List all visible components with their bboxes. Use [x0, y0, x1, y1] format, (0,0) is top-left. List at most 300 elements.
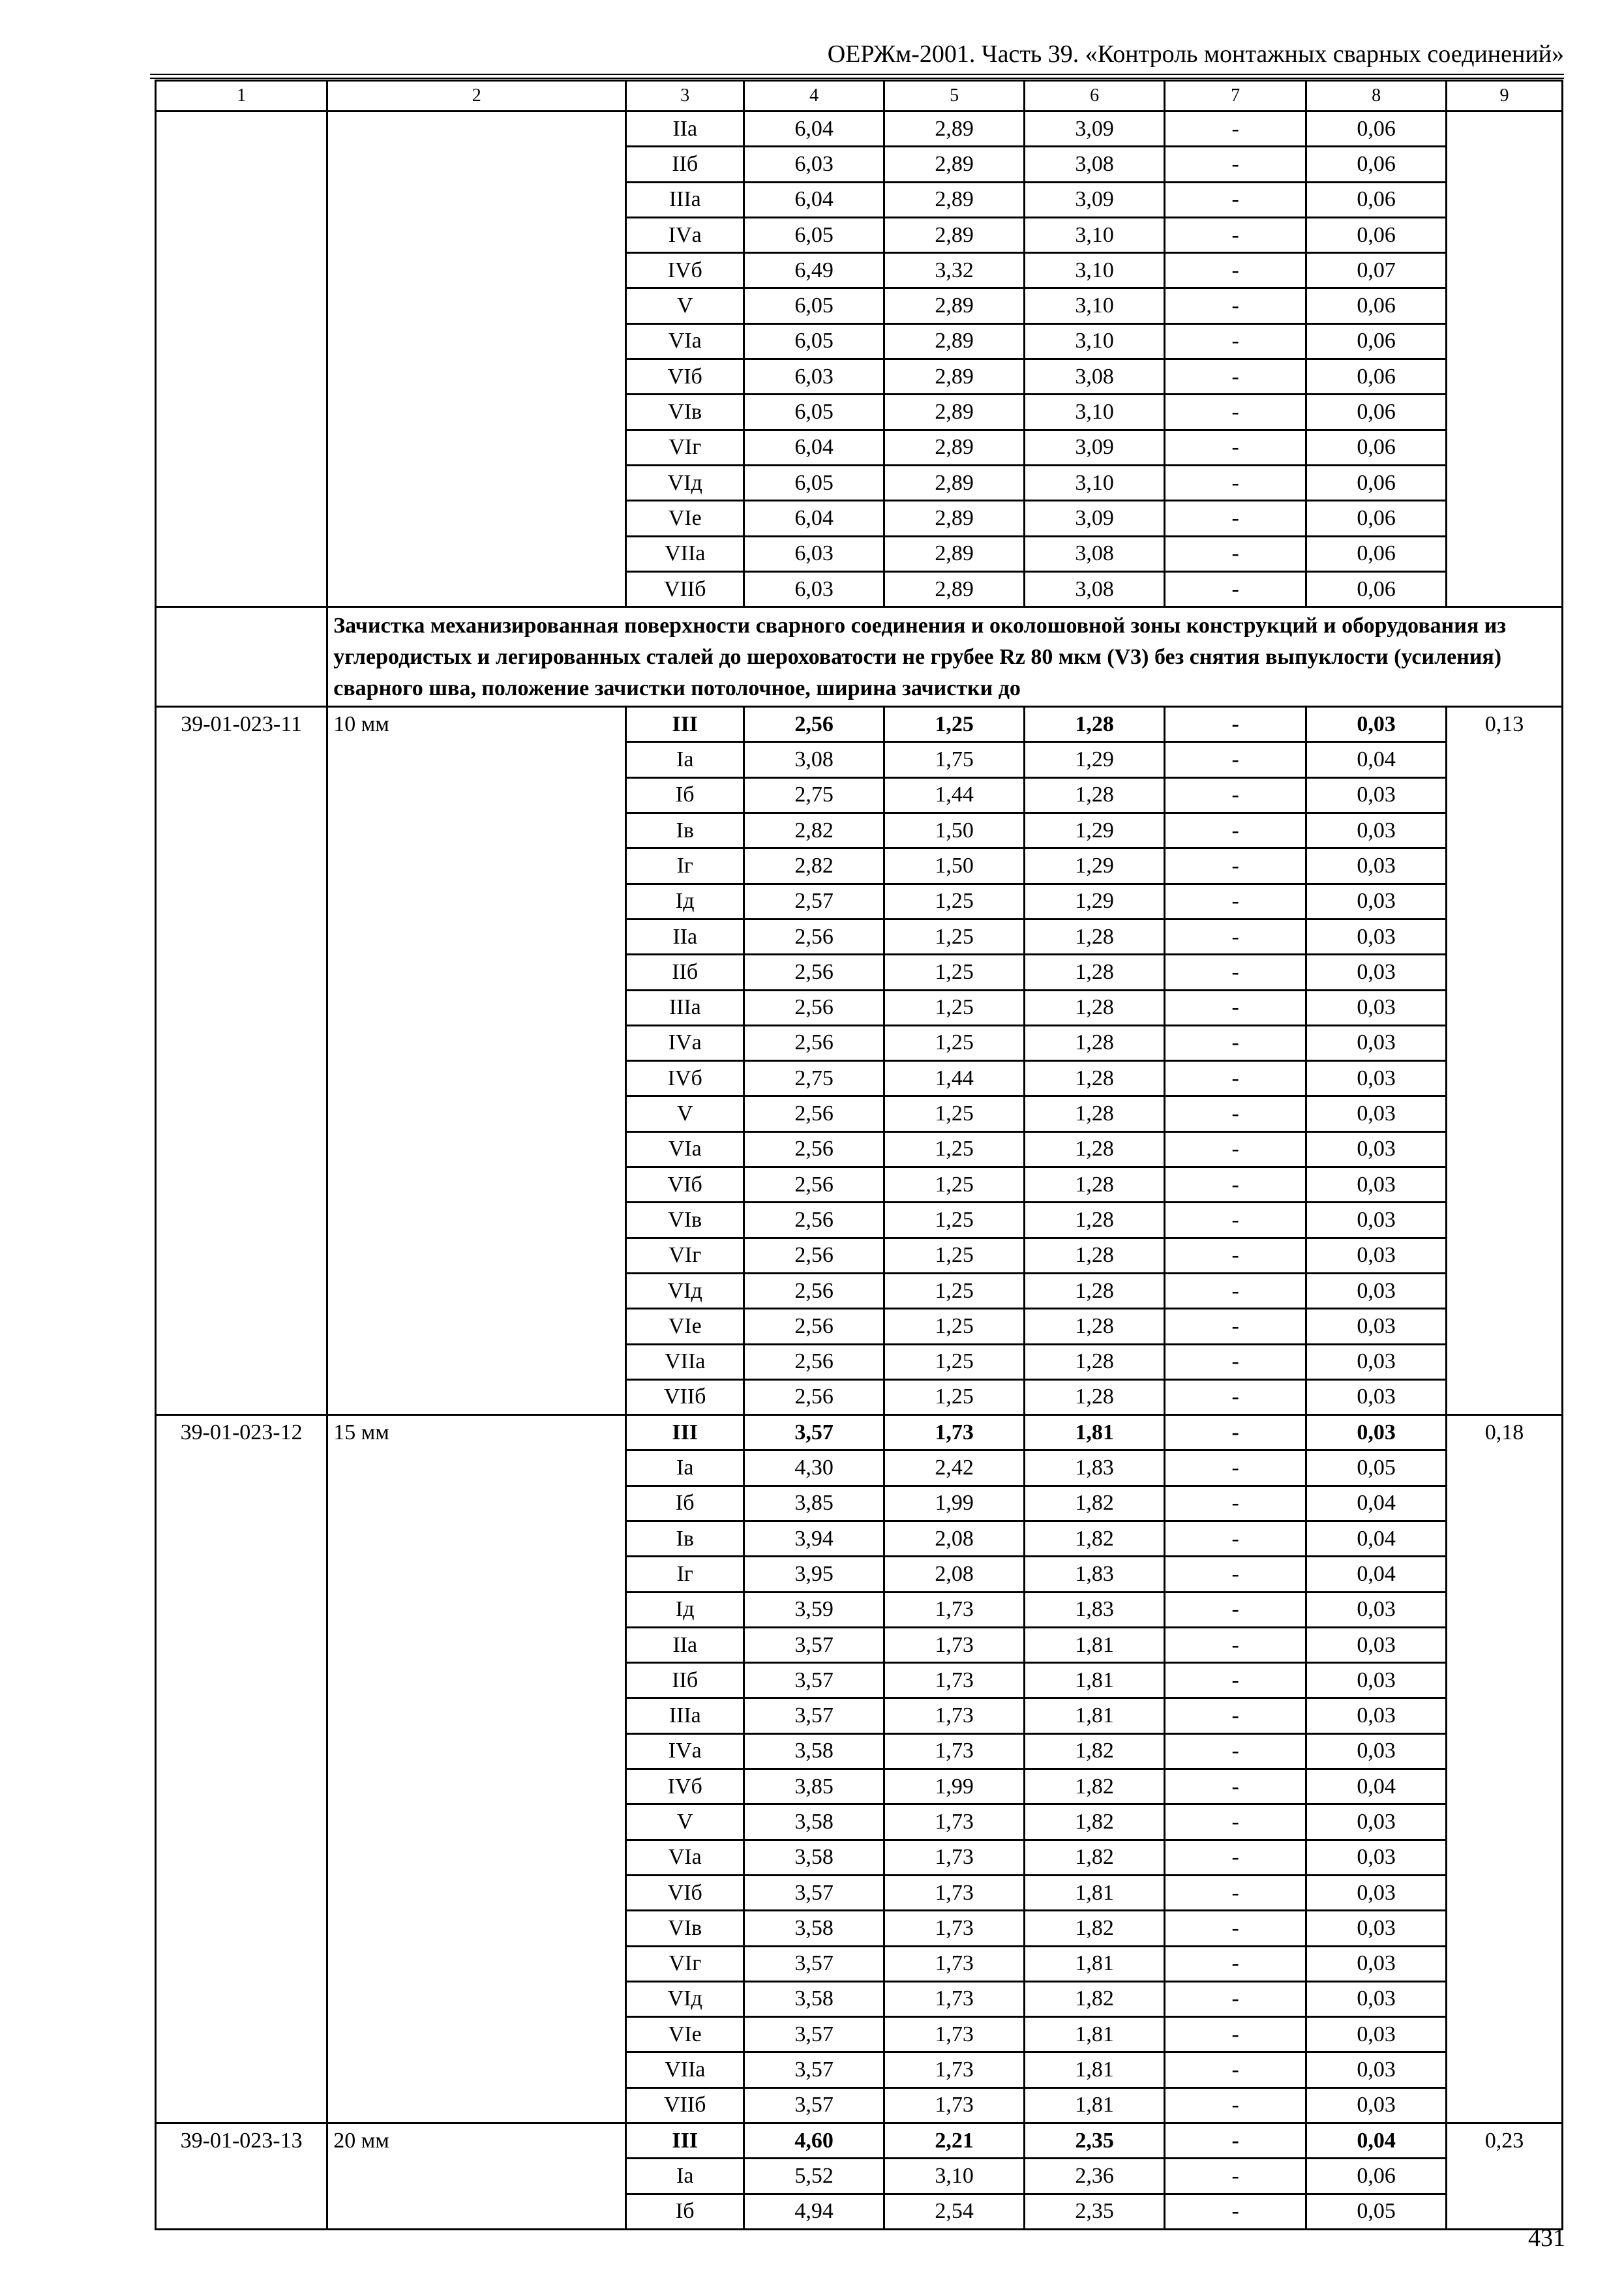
table-cell: 1,28 [1025, 1309, 1165, 1344]
table-cell: - [1165, 1804, 1306, 1840]
table-cell: - [1165, 536, 1306, 571]
table-cell: 1,73 [884, 2087, 1025, 2123]
table-cell: - [1165, 217, 1306, 252]
table-cell: - [1165, 1273, 1306, 1308]
table-cell: 0,03 [1306, 1379, 1447, 1414]
table-cell: 2,89 [884, 501, 1025, 536]
table-cell: - [1165, 1131, 1306, 1167]
table-cell: - [1165, 2017, 1306, 2052]
table-cell: - [1165, 1946, 1306, 1981]
table-cell: 2,89 [884, 147, 1025, 182]
table-cell: VIе [626, 2017, 744, 2052]
table-cell: 3,57 [744, 2017, 884, 2052]
table-cell: 1,25 [884, 1131, 1025, 1167]
table-cell: 0,04 [1306, 1521, 1447, 1556]
table-cell: IIа [626, 112, 744, 147]
table-cell: 3,08 [1025, 359, 1165, 395]
table-cell: 0,03 [1306, 1627, 1447, 1662]
table-cell: 2,56 [744, 1096, 884, 1131]
table-cell: 0,03 [1306, 848, 1447, 884]
table-cell: - [1165, 1875, 1306, 1910]
table-cell: IVб [626, 253, 744, 288]
table-cell: 3,85 [744, 1486, 884, 1521]
table-cell: - [1165, 1486, 1306, 1521]
table-cell: - [1165, 990, 1306, 1025]
table-cell: 6,03 [744, 536, 884, 571]
table-cell: - [1165, 1238, 1306, 1273]
table-cell: 1,73 [884, 1981, 1025, 2016]
table-cell: 1,73 [884, 1804, 1025, 1840]
table-cell: 2,56 [744, 1131, 884, 1167]
table-cell: 0,06 [1306, 536, 1447, 571]
table-cell: - [1165, 1557, 1306, 1592]
table-cell: 3,57 [744, 1415, 884, 1450]
table-cell: 1,99 [884, 1486, 1025, 1521]
table-cell: 0,03 [1306, 884, 1447, 919]
table-cell: 1,28 [1025, 1096, 1165, 1131]
table-cell: 0,04 [1306, 1486, 1447, 1521]
table-cell: 0,06 [1306, 288, 1447, 323]
table-cell: 3,59 [744, 1592, 884, 1627]
table-cell: VIIб [626, 2087, 744, 2123]
table-cell: VIб [626, 359, 744, 395]
table-cell: 0,03 [1306, 1344, 1447, 1379]
table-cell: VIIб [626, 571, 744, 606]
table-cell: 3,09 [1025, 430, 1165, 465]
table-cell: 0,03 [1306, 1415, 1447, 1450]
table-cell: 0,06 [1306, 182, 1447, 217]
table-cell: 2,89 [884, 182, 1025, 217]
table-cell: 2,56 [744, 1025, 884, 1060]
norms-table [155, 80, 1563, 2230]
table-cell: 3,57 [744, 2052, 884, 2087]
table-cell: 0,03 [1306, 777, 1447, 813]
table-cell: VIд [626, 1273, 744, 1308]
table-cell: - [1165, 1733, 1306, 1769]
table-cell: 1,73 [884, 1592, 1025, 1627]
table-cell: 0,03 [1306, 1273, 1447, 1308]
table-cell: 2,54 [884, 2194, 1025, 2229]
table-cell: IVа [626, 1733, 744, 1769]
table-cell: 6,49 [744, 253, 884, 288]
table-cell: 0,03 [1306, 1981, 1447, 2016]
section-title-empty-cell [156, 607, 327, 707]
table-cell: 6,05 [744, 323, 884, 359]
table-cell: 3,08 [1025, 571, 1165, 606]
table-cell: VIд [626, 1981, 744, 2016]
table-cell: 3,32 [884, 253, 1025, 288]
table-cell: Iа [626, 2159, 744, 2194]
table-cell: 1,25 [884, 1273, 1025, 1308]
table-cell: - [1165, 1592, 1306, 1627]
table-cell: 3,08 [1025, 536, 1165, 571]
table-cell: - [1165, 501, 1306, 536]
table-cell: 0,03 [1306, 1309, 1447, 1344]
table-cell: IVа [626, 1025, 744, 1060]
table-cell: - [1165, 848, 1306, 884]
table-cell: 0,06 [1306, 359, 1447, 395]
table-cell: 0,03 [1306, 1061, 1447, 1096]
table-cell: 1,25 [884, 884, 1025, 919]
table-cell: 1,73 [884, 1733, 1025, 1769]
table-cell: 2,89 [884, 465, 1025, 500]
table-cell: 1,25 [884, 1309, 1025, 1344]
table-cell: 1,73 [884, 1946, 1025, 1981]
table-cell: 0,03 [1306, 1238, 1447, 1273]
table-cell: 3,08 [1025, 147, 1165, 182]
table-cell: 0,03 [1306, 1875, 1447, 1910]
table-cell: 1,25 [884, 1203, 1025, 1238]
table-cell: 1,82 [1025, 1840, 1165, 1875]
table-cell: Iа [626, 1450, 744, 1486]
table-cell: VIа [626, 323, 744, 359]
table-row [156, 1415, 1563, 1450]
table-cell: 0,03 [1306, 990, 1447, 1025]
table-cell: VIIа [626, 2052, 744, 2087]
table-cell: 0,06 [1306, 430, 1447, 465]
table-cell: V [626, 288, 744, 323]
table-cell: 1,28 [1025, 1203, 1165, 1238]
table-cell: 2,56 [744, 955, 884, 990]
table-cell: IVб [626, 1061, 744, 1096]
norm-col9-value: 0,13 [1447, 707, 1563, 1415]
table-cell: - [1165, 1096, 1306, 1131]
table-cell: 4,94 [744, 2194, 884, 2229]
table-cell: 3,95 [744, 1557, 884, 1592]
table-cell: 2,56 [744, 1238, 884, 1273]
table-cell: III [626, 2123, 744, 2159]
table-cell: Iб [626, 2194, 744, 2229]
table-cell: 2,08 [884, 1521, 1025, 1556]
table-cell: - [1165, 1415, 1306, 1450]
table-cell: - [1165, 1025, 1306, 1060]
table-cell: 2,75 [744, 777, 884, 813]
table-cell: 0,03 [1306, 1131, 1447, 1167]
table-cell: IVб [626, 1769, 744, 1804]
table-cell: VIг [626, 1946, 744, 1981]
table-cell: - [1165, 323, 1306, 359]
table-cell: 1,82 [1025, 1733, 1165, 1769]
table-cell: 6,03 [744, 359, 884, 395]
table-cell: 1,28 [1025, 1131, 1165, 1167]
table-cell: 3,10 [884, 2159, 1025, 2194]
table-cell: 1,73 [884, 1663, 1025, 1698]
table-cell: 3,10 [1025, 323, 1165, 359]
table-cell: 0,06 [1306, 501, 1447, 536]
table-cell: VIб [626, 1167, 744, 1203]
table-cell: - [1165, 430, 1306, 465]
header-rule-bottom [150, 78, 1564, 79]
table-cell: 1,28 [1025, 1167, 1165, 1203]
table-cell: V [626, 1804, 744, 1840]
table-cell: - [1165, 288, 1306, 323]
table-cell: 3,08 [744, 742, 884, 777]
table-cell: 1,50 [884, 848, 1025, 884]
column-number-cell: 7 [1165, 81, 1306, 112]
table-cell: III [626, 1415, 744, 1450]
table-cell: VIв [626, 395, 744, 430]
table-cell: 2,56 [744, 1344, 884, 1379]
table-cell: 3,85 [744, 1769, 884, 1804]
table-cell: 1,83 [1025, 1592, 1165, 1627]
table-cell: Iа [626, 742, 744, 777]
table-cell: 6,05 [744, 217, 884, 252]
table-cell: 3,57 [744, 1698, 884, 1733]
table-cell: - [1165, 919, 1306, 954]
table-cell: 1,28 [1025, 1273, 1165, 1308]
table-cell: - [1165, 1911, 1306, 1946]
table-cell: 1,29 [1025, 813, 1165, 848]
table-row [156, 707, 1563, 742]
table-cell: 0,03 [1306, 707, 1447, 742]
table-cell: 0,03 [1306, 1203, 1447, 1238]
table-cell: 3,58 [744, 1981, 884, 2016]
norm-col9-value: 0,23 [1447, 2123, 1563, 2230]
table-cell: 1,28 [1025, 1379, 1165, 1414]
column-number-cell: 1 [156, 81, 327, 112]
code-cell-empty [156, 112, 327, 607]
table-cell: 2,35 [1025, 2194, 1165, 2229]
table-cell: 0,03 [1306, 1733, 1447, 1769]
table-cell: 0,03 [1306, 1025, 1447, 1060]
table-cell: 0,03 [1306, 1663, 1447, 1698]
table-cell: - [1165, 112, 1306, 147]
table-cell: 1,44 [884, 1061, 1025, 1096]
table-cell: 2,56 [744, 1167, 884, 1203]
table-cell: 1,82 [1025, 1804, 1165, 1840]
table-cell: 0,03 [1306, 2017, 1447, 2052]
table-cell: 0,04 [1306, 2123, 1447, 2159]
column-number-row [156, 81, 1563, 112]
table-cell: 6,05 [744, 288, 884, 323]
table-cell: 1,73 [884, 1698, 1025, 1733]
table-cell: VIе [626, 501, 744, 536]
table-cell: - [1165, 2159, 1306, 2194]
table-cell: VIа [626, 1131, 744, 1167]
table-cell: 2,56 [744, 919, 884, 954]
table-cell: - [1165, 395, 1306, 430]
table-cell: VIIб [626, 1379, 744, 1414]
table-cell: 0,06 [1306, 323, 1447, 359]
norm-width: 10 мм [327, 707, 626, 1415]
table-cell: 3,10 [1025, 253, 1165, 288]
table-cell: Iб [626, 1486, 744, 1521]
table-cell: 2,82 [744, 848, 884, 884]
table-cell: VIд [626, 465, 744, 500]
table-cell: 1,28 [1025, 919, 1165, 954]
table-cell: 6,05 [744, 465, 884, 500]
table-cell: 4,60 [744, 2123, 884, 2159]
column-number-cell: 6 [1025, 81, 1165, 112]
table-cell: 3,57 [744, 1946, 884, 1981]
table-cell: 2,56 [744, 1379, 884, 1414]
table-cell: 1,73 [884, 1840, 1025, 1875]
table-cell: 2,56 [744, 1203, 884, 1238]
table-cell: 6,04 [744, 430, 884, 465]
table-cell: 3,58 [744, 1840, 884, 1875]
table-cell: 1,81 [1025, 1663, 1165, 1698]
table-cell: - [1165, 742, 1306, 777]
table-cell: 0,06 [1306, 465, 1447, 500]
table-cell: 2,56 [744, 1309, 884, 1344]
table-cell: - [1165, 2123, 1306, 2159]
table-cell: IIа [626, 1627, 744, 1662]
table-cell: - [1165, 1769, 1306, 1804]
table-cell: 1,25 [884, 919, 1025, 954]
table-cell: 1,25 [884, 955, 1025, 990]
table-cell: 3,10 [1025, 217, 1165, 252]
table-cell: 3,09 [1025, 501, 1165, 536]
table-cell: 2,89 [884, 359, 1025, 395]
table-cell: 3,09 [1025, 112, 1165, 147]
table-cell: - [1165, 955, 1306, 990]
table-cell: 2,56 [744, 990, 884, 1025]
table-cell: 0,03 [1306, 955, 1447, 990]
table-cell: VIIа [626, 536, 744, 571]
table-cell: - [1165, 1203, 1306, 1238]
table-cell: VIв [626, 1911, 744, 1946]
table-cell: IIIа [626, 1698, 744, 1733]
table-cell: 1,99 [884, 1769, 1025, 1804]
table-cell: 1,81 [1025, 1875, 1165, 1910]
table-cell: 1,28 [1025, 1238, 1165, 1273]
table-cell: VIг [626, 430, 744, 465]
table-cell: - [1165, 884, 1306, 919]
table-cell: - [1165, 2052, 1306, 2087]
table-cell: 1,28 [1025, 1061, 1165, 1096]
table-cell: 0,06 [1306, 217, 1447, 252]
table-cell: Iд [626, 884, 744, 919]
table-cell: - [1165, 813, 1306, 848]
table-cell: 0,06 [1306, 112, 1447, 147]
table-cell: 6,04 [744, 182, 884, 217]
table-cell: Iд [626, 1592, 744, 1627]
table-cell: 0,03 [1306, 1096, 1447, 1131]
table-cell: VIIа [626, 1344, 744, 1379]
table-cell: 1,73 [884, 1415, 1025, 1450]
table-cell: 0,05 [1306, 1450, 1447, 1486]
table-cell: 3,10 [1025, 465, 1165, 500]
table-cell: 1,83 [1025, 1557, 1165, 1592]
table-cell: 1,83 [1025, 1450, 1165, 1486]
table-cell: - [1165, 2194, 1306, 2229]
table-cell: 0,04 [1306, 1769, 1447, 1804]
table-cell: VIв [626, 1203, 744, 1238]
table-cell: 0,03 [1306, 1592, 1447, 1627]
table-cell: - [1165, 1840, 1306, 1875]
table-cell: 1,25 [884, 1238, 1025, 1273]
table-cell: 1,50 [884, 813, 1025, 848]
table-cell: IIб [626, 147, 744, 182]
table-cell: 1,81 [1025, 1627, 1165, 1662]
table-cell: 1,25 [884, 1025, 1025, 1060]
table-cell: 0,03 [1306, 1804, 1447, 1840]
table-cell: 6,04 [744, 112, 884, 147]
table-cell: III [626, 707, 744, 742]
table-cell: - [1165, 1167, 1306, 1203]
table-cell: IIIа [626, 990, 744, 1025]
table-cell: 5,52 [744, 2159, 884, 2194]
table-cell: - [1165, 1698, 1306, 1733]
table-cell: - [1165, 777, 1306, 813]
table-cell: 2,89 [884, 323, 1025, 359]
table-cell: Iг [626, 1557, 744, 1592]
table-cell: - [1165, 147, 1306, 182]
table-cell: 2,82 [744, 813, 884, 848]
table-cell: Iв [626, 813, 744, 848]
table-cell: 1,82 [1025, 1911, 1165, 1946]
col9-cell-empty [1447, 112, 1563, 607]
table-cell: 1,81 [1025, 1415, 1165, 1450]
table-cell: 0,03 [1306, 2052, 1447, 2087]
table-cell: 2,36 [1025, 2159, 1165, 2194]
table-cell: - [1165, 359, 1306, 395]
table-cell: 3,58 [744, 1733, 884, 1769]
table-cell: IIб [626, 1663, 744, 1698]
table-cell: 2,89 [884, 112, 1025, 147]
table-cell: 3,57 [744, 2087, 884, 2123]
table-cell: 1,81 [1025, 2017, 1165, 2052]
table-cell: 1,29 [1025, 742, 1165, 777]
column-number-cell: 4 [744, 81, 884, 112]
table-cell: - [1165, 571, 1306, 606]
table-cell: - [1165, 1344, 1306, 1379]
section-title: Зачистка механизированная поверхности сварного соединения и околошовной зоны конструкций и оборудования из углеродистых и легированных сталей до шероховатости не грубее Rz 80 мкм (V3) без снятия выпуклости (усиления) сварного шва, положение зачистки потолочное, ширина зачистки до [327, 607, 1563, 707]
table-cell: 0,03 [1306, 1911, 1447, 1946]
table-cell: 1,44 [884, 777, 1025, 813]
table-cell: 3,57 [744, 1875, 884, 1910]
table-cell: 1,28 [1025, 990, 1165, 1025]
table-cell: 6,03 [744, 571, 884, 606]
table-cell: 1,28 [1025, 1025, 1165, 1060]
table-cell: 2,21 [884, 2123, 1025, 2159]
table-cell: 1,29 [1025, 848, 1165, 884]
page-number: 431 [1528, 2224, 1565, 2252]
document-header-title: ОЕРЖм-2001. Часть 39. «Контроль монтажных сварных соединений» [827, 40, 1564, 68]
table-cell: 2,89 [884, 288, 1025, 323]
table-cell: 1,25 [884, 1344, 1025, 1379]
table-cell: - [1165, 1379, 1306, 1414]
table-cell: 2,57 [744, 884, 884, 919]
table-cell: - [1165, 1663, 1306, 1698]
table-cell: 2,08 [884, 1557, 1025, 1592]
table-cell: Iг [626, 848, 744, 884]
norm-width: 15 мм [327, 1415, 626, 2123]
norm-col9-value: 0,18 [1447, 1415, 1563, 2123]
table-cell: 6,04 [744, 501, 884, 536]
table-cell: - [1165, 1981, 1306, 2016]
table-cell: VIа [626, 1840, 744, 1875]
table-cell: 2,89 [884, 571, 1025, 606]
table-cell: 0,04 [1306, 742, 1447, 777]
table-cell: 2,89 [884, 395, 1025, 430]
table-cell: VIг [626, 1238, 744, 1273]
table-cell: VIе [626, 1309, 744, 1344]
table-cell: 1,81 [1025, 1946, 1165, 1981]
table-cell: - [1165, 253, 1306, 288]
table-cell: 3,10 [1025, 395, 1165, 430]
table-cell: 0,06 [1306, 147, 1447, 182]
table-cell: 2,75 [744, 1061, 884, 1096]
table-cell: 1,25 [884, 1096, 1025, 1131]
table-cell: Iб [626, 777, 744, 813]
table-cell: IIа [626, 919, 744, 954]
table-cell: 2,89 [884, 536, 1025, 571]
table-cell: 0,03 [1306, 1167, 1447, 1203]
table-cell: 0,03 [1306, 1946, 1447, 1981]
table-cell: - [1165, 2087, 1306, 2123]
table-cell: 3,58 [744, 1804, 884, 1840]
